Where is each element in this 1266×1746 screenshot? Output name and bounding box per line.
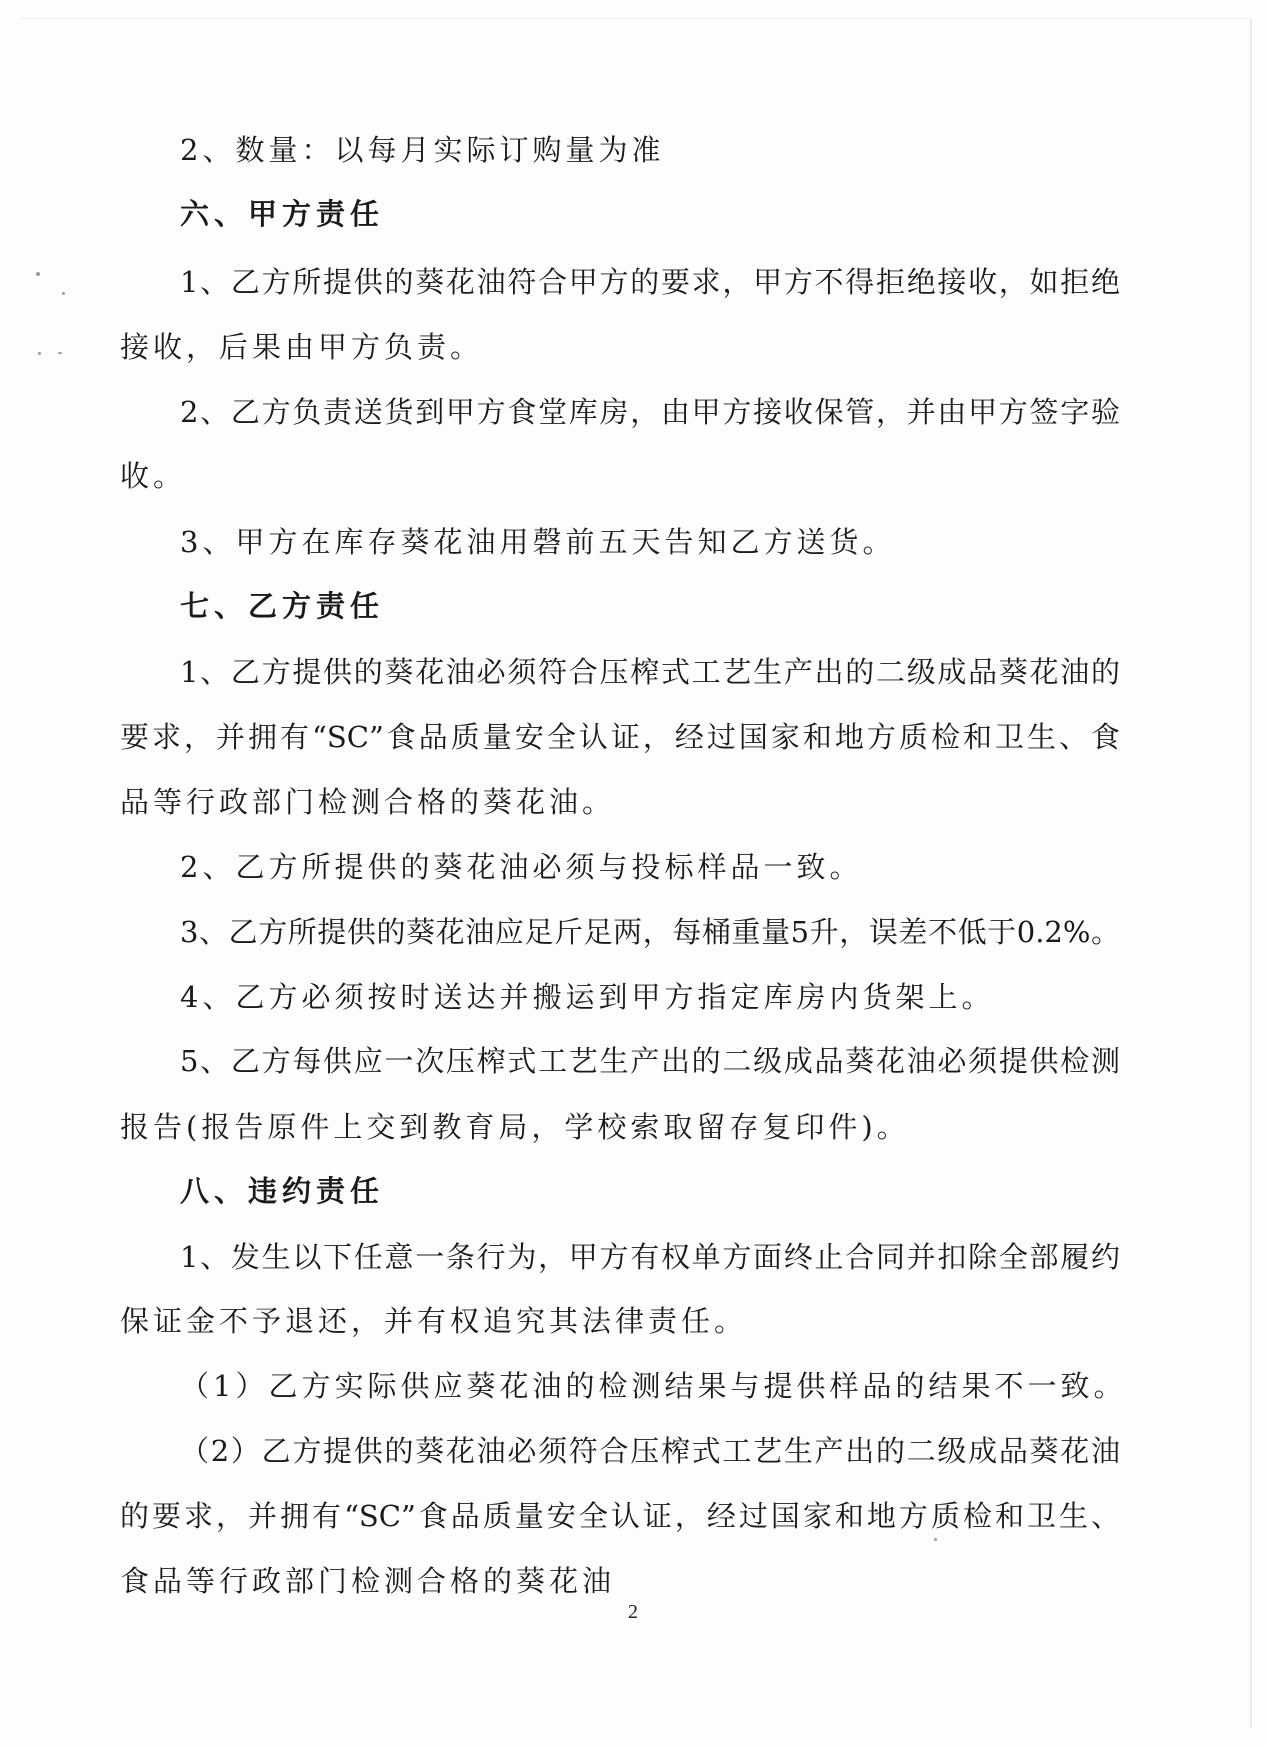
text-line: 2、乙方所提供的葵花油必须与投标样品一致。 bbox=[180, 850, 863, 884]
scan-speck bbox=[38, 352, 41, 355]
text-line: 1、乙方提供的葵花油必须符合压榨式工艺生产出的二级成品葵花油的 bbox=[180, 655, 1120, 689]
text-line: 收。 bbox=[120, 459, 187, 493]
text-line: 4、乙方必须按时送达并搬运到甲方指定库房内货架上。 bbox=[180, 980, 995, 1014]
text-line: 2、乙方负责送货到甲方食堂库房，由甲方接收保管，并由甲方签字验 bbox=[180, 395, 1120, 429]
page-number: 2 bbox=[628, 1601, 638, 1623]
text-line: 3、乙方所提供的葵花油应足斤足两，每桶重量5升，误差不低于0.2%。 bbox=[180, 915, 1120, 949]
scan-edge-right bbox=[1250, 18, 1252, 1728]
text-line: 品等行政部门检测合格的葵花油。 bbox=[120, 785, 616, 819]
scan-speck bbox=[36, 272, 40, 276]
section-heading: 六、甲方责任 bbox=[180, 197, 385, 231]
text-line: 保证金不予退还，并有权追究其法律责任。 bbox=[120, 1304, 748, 1338]
text-line: 1、乙方所提供的葵花油符合甲方的要求，甲方不得拒绝接收，如拒绝 bbox=[180, 265, 1120, 299]
text-line: 2、数量：以每月实际订购量为准 bbox=[180, 133, 665, 167]
text-line: 的要求，并拥有“SC”食品质量安全认证，经过国家和地方质检和卫生、 bbox=[120, 1499, 1120, 1533]
text-line: 接收，后果由甲方负责。 bbox=[120, 330, 484, 364]
text-line: 3、甲方在库存葵花油用磬前五天告知乙方送货。 bbox=[180, 525, 896, 559]
scan-speck bbox=[934, 1538, 937, 1541]
text-line: 报告(报告原件上交到教育局，学校索取留存复印件)。 bbox=[120, 1110, 910, 1144]
section-heading: 八、违约责任 bbox=[180, 1174, 385, 1208]
scan-speck bbox=[62, 292, 65, 295]
text-line: 1、发生以下任意一条行为，甲方有权单方面终止合同并扣除全部履约 bbox=[180, 1240, 1120, 1274]
text-line: 5、乙方每供应一次压榨式工艺生产出的二级成品葵花油必须提供检测 bbox=[180, 1044, 1120, 1078]
scan-speck bbox=[58, 352, 62, 354]
scan-edge-top bbox=[20, 18, 1252, 19]
section-heading: 七、乙方责任 bbox=[180, 589, 385, 623]
text-line: 食品等行政部门检测合格的葵花油 bbox=[120, 1564, 616, 1598]
text-line: （2）乙方提供的葵花油必须符合压榨式工艺生产出的二级成品葵花油 bbox=[180, 1434, 1120, 1468]
text-line: 要求，并拥有“SC”食品质量安全认证，经过国家和地方质检和卫生、食 bbox=[120, 720, 1120, 754]
text-line: （1）乙方实际供应葵花油的检测结果与提供样品的结果不一致。 bbox=[180, 1369, 1127, 1403]
